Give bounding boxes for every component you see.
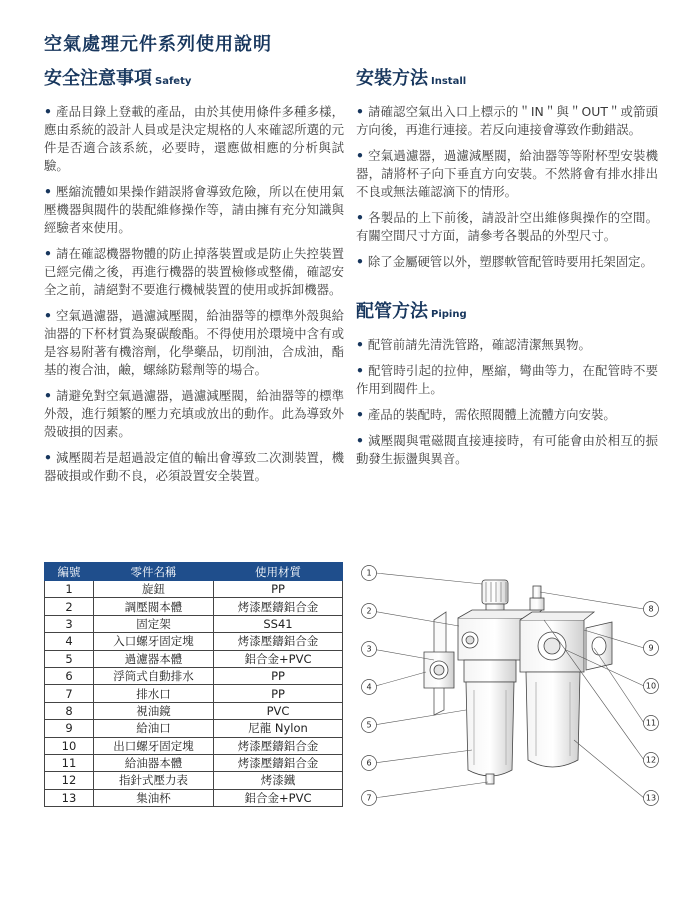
part-material: PP (214, 581, 343, 598)
part-name: 集油杯 (94, 789, 214, 806)
part-name: 排水口 (94, 685, 214, 702)
table-row (45, 633, 343, 650)
header-part-name: 零件名稱 (94, 563, 214, 581)
safety-item-text: 壓縮流體如果操作錯誤將會導致危險，所以在使用氣壓機器與閥件的裝配維修操作等，請由擁有充分知識與經驗者來使用。 (44, 184, 344, 235)
table-row (45, 754, 343, 771)
part-material: SS41 (214, 615, 343, 632)
part-number: 9 (45, 720, 94, 737)
part-name: 視油鏡 (94, 702, 214, 719)
install-item-text: 請確認空氣出入口上標示的＂IN＂與＂OUT＂或箭頭方向後，再進行連接。若反向連接會導致作動錯誤。 (356, 104, 658, 137)
table-row (45, 615, 343, 632)
callout-10: 10 (645, 681, 657, 691)
part-number: 2 (45, 598, 94, 615)
piping-heading (356, 299, 658, 328)
part-material: PP (214, 667, 343, 684)
table-row (45, 598, 343, 615)
part-number: 3 (45, 615, 94, 632)
install-item: • 各製品的上下前後，請設計空出維修與操作的空間。有關空間尺寸方面，請參考各製品的外型尺寸。 (356, 210, 658, 243)
callout-11: 11 (645, 718, 657, 728)
part-material: 鋁合金+PVC (214, 650, 343, 667)
install-item: • 請確認空氣出入口上標示的＂IN＂與＂OUT＂或箭頭方向後，再進行連接。若反向連接會導致作動錯誤。 (356, 104, 658, 137)
parts-table-header-row (45, 563, 343, 581)
part-number: 6 (45, 667, 94, 684)
part-name: 旋鈕 (94, 581, 214, 598)
table-row (45, 650, 343, 667)
callout-13: 13 (645, 793, 657, 803)
callout-2: 2 (366, 606, 372, 616)
piping-item: • 減壓閥與電磁閥直接連接時，有可能會由於相互的振動發生振盪與異音。 (356, 433, 658, 466)
part-number: 5 (45, 650, 94, 667)
part-material: 鋁合金+PVC (214, 789, 343, 806)
part-number: 1 (45, 581, 94, 598)
table-row (45, 772, 343, 789)
part-material: 烤漆壓鑄鋁合金 (214, 754, 343, 771)
safety-heading-en: Safety (155, 76, 192, 87)
safety-item-text: 請在確認機器物體的防止掉落裝置或是防止失控裝置已經完備之後，再進行機器的裝置檢修或整備，確認安全之前，請絕對不要進行機械裝置的使用或拆卸機器。 (44, 246, 344, 297)
callout-5: 5 (366, 720, 372, 730)
part-name: 入口螺牙固定塊 (94, 633, 214, 650)
header-number: 編號 (45, 563, 94, 581)
part-number: 11 (45, 754, 94, 771)
part-material: 烤漆壓鑄鋁合金 (214, 598, 343, 615)
callout-12: 12 (645, 755, 657, 765)
outlet-block-illustration (586, 622, 612, 670)
part-name: 固定架 (94, 615, 214, 632)
parts-table (44, 562, 343, 807)
safety-item-text: 空氣過濾器，過濾減壓閥，給油器等的標準外殼與給油器的下杯材質為聚碳酸酯。不得使用於環境中含有或是容易附著有機溶劑，化學藥品，切削油，合成油，酯基的複合油，鹼，螺絲防鬆劑等的場合。 (44, 308, 344, 377)
safety-item: • 空氣過濾器，過濾減壓閥，給油器等的標準外殼與給油器的下杯材質為聚碳酸酯。不得使用於環境中含有或是容易附著有機溶劑，化學藥品，切削油，合成油，酯基的複合油，鹼，螺絲防鬆劑等的場合。 (44, 308, 344, 377)
filter-bowl-illustration (464, 660, 516, 784)
install-item: • 空氣過濾器，過濾減壓閥，給油器等等附杯型安裝機器，請將杯子向下垂直方向安裝。不然將會有排水排出不良或無法確認滴下的情形。 (356, 148, 658, 199)
callout-9: 9 (648, 643, 654, 653)
lubricator-illustration (520, 586, 594, 767)
safety-heading-text: 安全注意事項 (44, 68, 152, 89)
safety-item: • 產品目錄上登載的產品，由於其使用條件多種多樣，應由系統的設計人員或是決定規格的人來確認所選的元件是否適合該系統，必要時，還應做相應的分析與試驗。 (44, 104, 344, 173)
table-row (45, 789, 343, 806)
piping-item: • 產品的裝配時，需依照閥體上流體方向安裝。 (356, 407, 616, 422)
part-material: PVC (214, 702, 343, 719)
callout-6: 6 (366, 758, 372, 768)
part-name: 調壓閥本體 (94, 598, 214, 615)
install-heading (356, 66, 658, 95)
header-material: 使用材質 (214, 563, 343, 581)
page-title: 空氣處理元件系列使用說明 (44, 34, 272, 55)
install-heading-text: 安裝方法 (356, 68, 428, 89)
callout-8: 8 (648, 604, 654, 614)
piping-item-text: 產品的裝配時，需依照閥體上流體方向安裝。 (367, 407, 616, 422)
part-name: 過濾器本體 (94, 650, 214, 667)
install-heading-en: Install (431, 76, 467, 87)
piping-heading-en: Piping (431, 309, 467, 320)
part-number: 12 (45, 772, 94, 789)
part-name: 給油器本體 (94, 754, 214, 771)
part-number: 10 (45, 737, 94, 754)
part-number: 4 (45, 633, 94, 650)
safety-item-text: 請避免對空氣過濾器，過濾減壓閥，給油器等的標準外殼，進行頻繁的壓力充填或放出的動作。此為導致外殼破損的因素。 (44, 388, 344, 439)
callout-3: 3 (366, 644, 372, 654)
part-number: 13 (45, 789, 94, 806)
part-material: 尼龍 Nylon (214, 720, 343, 737)
part-material: PP (214, 685, 343, 702)
safety-item-text: 減壓閥若是超過設定值的輸出會導致二次測裝置，機器破損或作動不良，必須設置安全裝置。 (44, 450, 344, 483)
callout-1: 1 (366, 568, 372, 578)
frl-unit-diagram (354, 560, 666, 808)
table-row (45, 667, 343, 684)
table-row (45, 737, 343, 754)
piping-item-text: 配管前請先清洗管路，確認清潔無異物。 (367, 337, 591, 352)
part-name: 指針式壓力表 (94, 772, 214, 789)
part-name: 給油口 (94, 720, 214, 737)
safety-item: • 請避免對空氣過濾器，過濾減壓閥，給油器等的標準外殼，進行頻繁的壓力充填或放出的動作。此為導致外殼破損的因素。 (44, 388, 344, 439)
part-material: 烤漆壓鑄鋁合金 (214, 737, 343, 754)
safety-item: • 壓縮流體如果操作錯誤將會導致危險，所以在使用氣壓機器與閥件的裝配維修操作等，請由擁有充分知識與經驗者來使用。 (44, 184, 344, 235)
callout-7: 7 (366, 793, 372, 803)
table-row (45, 702, 343, 719)
safety-section (44, 66, 344, 493)
install-piping-section (356, 66, 658, 476)
piping-item: • 配管時引起的拉伸，壓縮，彎曲等力，在配管時不要作用到閥件上。 (356, 363, 658, 396)
table-row (45, 685, 343, 702)
part-name: 出口螺牙固定塊 (94, 737, 214, 754)
callout-4: 4 (366, 682, 372, 692)
part-name: 浮筒式自動排水 (94, 667, 214, 684)
part-number: 7 (45, 685, 94, 702)
table-row (45, 720, 343, 737)
table-row (45, 581, 343, 598)
part-material: 烤漆壓鑄鋁合金 (214, 633, 343, 650)
inlet-block-illustration (424, 652, 454, 688)
piping-item-text: 減壓閥與電磁閥直接連接時，有可能會由於相互的振動發生振盪與異音。 (356, 433, 658, 466)
install-item-text: 除了金屬硬管以外，塑膠軟管配管時要用托架固定。 (367, 254, 653, 269)
install-item-text: 各製品的上下前後，請設計空出維修與操作的空間。有關空間尺寸方面，請參考各製品的外型尺寸。 (356, 210, 658, 243)
part-material: 烤漆鐵 (214, 772, 343, 789)
safety-heading (44, 66, 344, 95)
safety-item: • 減壓閥若是超過設定值的輸出會導致二次測裝置，機器破損或作動不良，必須設置安全裝置。 (44, 450, 344, 483)
piping-item: • 配管前請先清洗管路，確認清潔無異物。 (356, 337, 591, 352)
safety-item-text: 產品目錄上登載的產品，由於其使用條件多種多樣，應由系統的設計人員或是決定規格的人來確認所選的元件是否適合該系統，必要時，還應做相應的分析與試驗。 (44, 104, 344, 173)
piping-item-text: 配管時引起的拉伸，壓縮，彎曲等力，在配管時不要作用到閥件上。 (356, 363, 658, 396)
callouts-right (644, 602, 659, 806)
piping-heading-text: 配管方法 (356, 301, 428, 322)
install-item-text: 空氣過濾器，過濾減壓閥，給油器等等附杯型安裝機器，請將杯子向下垂直方向安裝。不然將會有排水排出不良或無法確認滴下的情形。 (356, 148, 658, 199)
safety-item: • 請在確認機器物體的防止掉落裝置或是防止失控裝置已經完備之後，再進行機器的裝置檢修或整備，確認安全之前，請絕對不要進行機械裝置的使用或拆卸機器。 (44, 246, 344, 297)
install-item: • 除了金屬硬管以外，塑膠軟管配管時要用托架固定。 (356, 254, 653, 269)
part-number: 8 (45, 702, 94, 719)
